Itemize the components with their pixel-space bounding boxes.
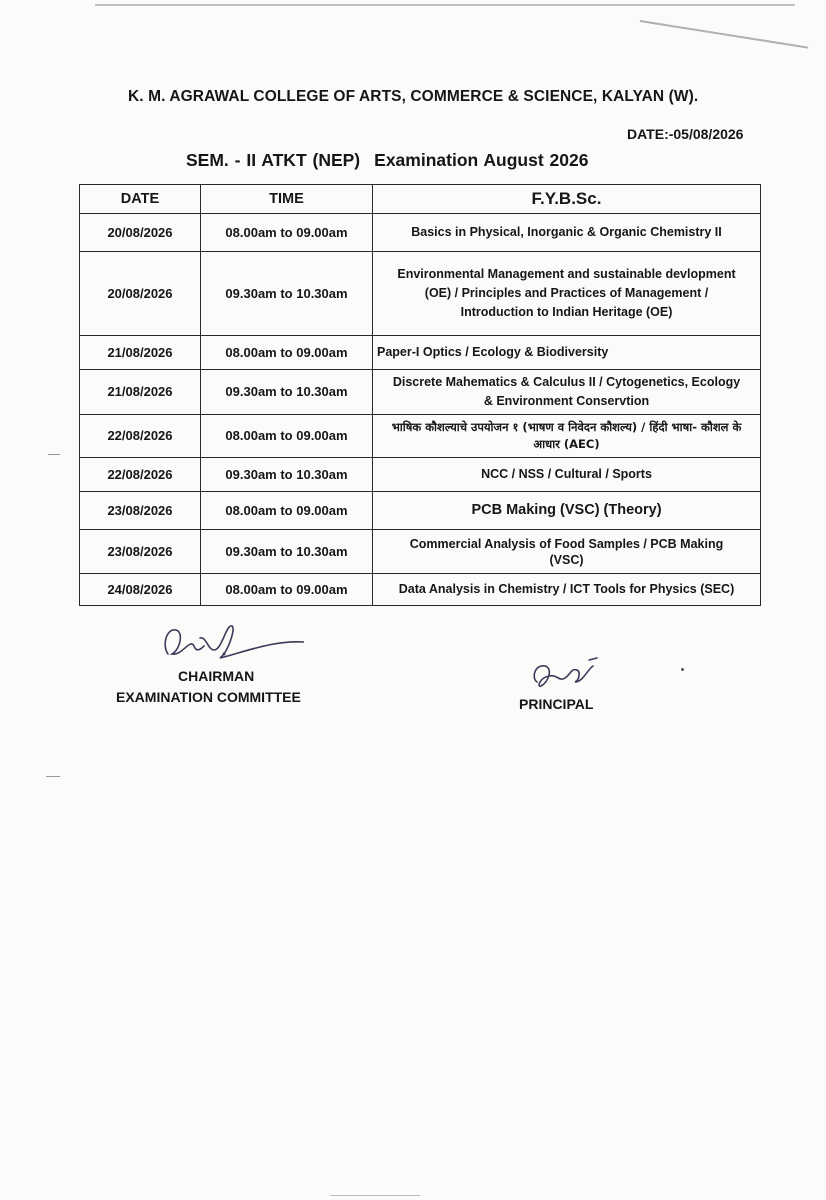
table-row <box>80 336 761 370</box>
row-subject: Basics in Physical, Inorganic & Organic Chemistry II <box>373 214 761 252</box>
row-date: 20/08/2026 <box>80 252 201 336</box>
exam-title-sem: SEM. - II ATKT (NEP) <box>186 150 361 170</box>
principal-role: PRINCIPAL <box>519 696 594 712</box>
table-row <box>80 530 761 574</box>
column-header-time: TIME <box>201 185 373 214</box>
row-date: 22/08/2026 <box>80 415 201 458</box>
exam-title-session: Examination August 2026 <box>374 150 589 170</box>
row-subject: Data Analysis in Chemistry / ICT Tools for Physics (SEC) <box>373 574 761 606</box>
row-time: 08.00am to 09.00am <box>201 336 373 370</box>
table-row <box>80 458 761 492</box>
row-subject: NCC / NSS / Cultural / Sports <box>373 458 761 492</box>
row-date: 22/08/2026 <box>80 458 201 492</box>
row-time: 09.30am to 10.30am <box>201 252 373 336</box>
table-row <box>80 415 761 458</box>
row-date: 23/08/2026 <box>80 492 201 530</box>
row-date: 24/08/2026 <box>80 574 201 606</box>
row-date: 23/08/2026 <box>80 530 201 574</box>
row-time: 08.00am to 09.00am <box>201 214 373 252</box>
principal-signature-icon <box>527 652 607 696</box>
row-subject: PCB Making (VSC) (Theory) <box>373 492 761 530</box>
row-subject: Environmental Management and sustainable devlopment (OE) / Principles and Practices of Management / Introduction to Indian Heritage (OE) <box>373 252 761 336</box>
timetable <box>79 184 761 606</box>
row-subject: Discrete Mahematics & Calculus II / Cytogenetics, Ecology & Environment Conservtion <box>373 370 761 415</box>
table-row <box>80 574 761 606</box>
row-time: 09.30am to 10.30am <box>201 370 373 415</box>
row-time: 09.30am to 10.30am <box>201 530 373 574</box>
table-row <box>80 214 761 252</box>
row-time: 08.00am to 09.00am <box>201 574 373 606</box>
scan-edge-curl <box>640 20 808 49</box>
scan-edge-mark <box>46 776 60 777</box>
committee-role: EXAMINATION COMMITTEE <box>116 689 301 705</box>
row-time: 08.00am to 09.00am <box>201 492 373 530</box>
scan-edge-mark <box>330 1195 420 1196</box>
column-header-date: DATE <box>80 185 201 214</box>
row-subject: Paper-I Optics / Ecology & Biodiversity <box>373 336 761 370</box>
scan-speck <box>681 668 684 671</box>
row-date: 21/08/2026 <box>80 370 201 415</box>
row-date: 21/08/2026 <box>80 336 201 370</box>
notice-date: DATE:-05/08/2026 <box>627 126 744 142</box>
column-header-course: F.Y.B.Sc. <box>373 185 761 214</box>
row-subject: Commercial Analysis of Food Samples / PCB Making (VSC) <box>373 530 761 574</box>
exam-title <box>186 150 588 171</box>
row-time: 09.30am to 10.30am <box>201 458 373 492</box>
scan-edge-mark <box>48 454 60 455</box>
chairman-role: CHAIRMAN <box>178 668 255 684</box>
row-time: 08.00am to 09.00am <box>201 415 373 458</box>
college-name: K. M. AGRAWAL COLLEGE OF ARTS, COMMERCE & SCIENCE, KALYAN (W). <box>128 88 699 105</box>
table-row <box>80 370 761 415</box>
table-row <box>80 252 761 336</box>
timetable-header-row <box>80 185 761 214</box>
chairman-signature-icon <box>154 616 304 666</box>
row-date: 20/08/2026 <box>80 214 201 252</box>
table-row <box>80 492 761 530</box>
row-subject: भाषिक कौशल्याचे उपयोजन १ (भाषण व निवेदन कौशल्य) / हिंदी भाषा- कौशल के आधार (AEC) <box>373 415 761 458</box>
scan-edge-line <box>95 4 795 6</box>
